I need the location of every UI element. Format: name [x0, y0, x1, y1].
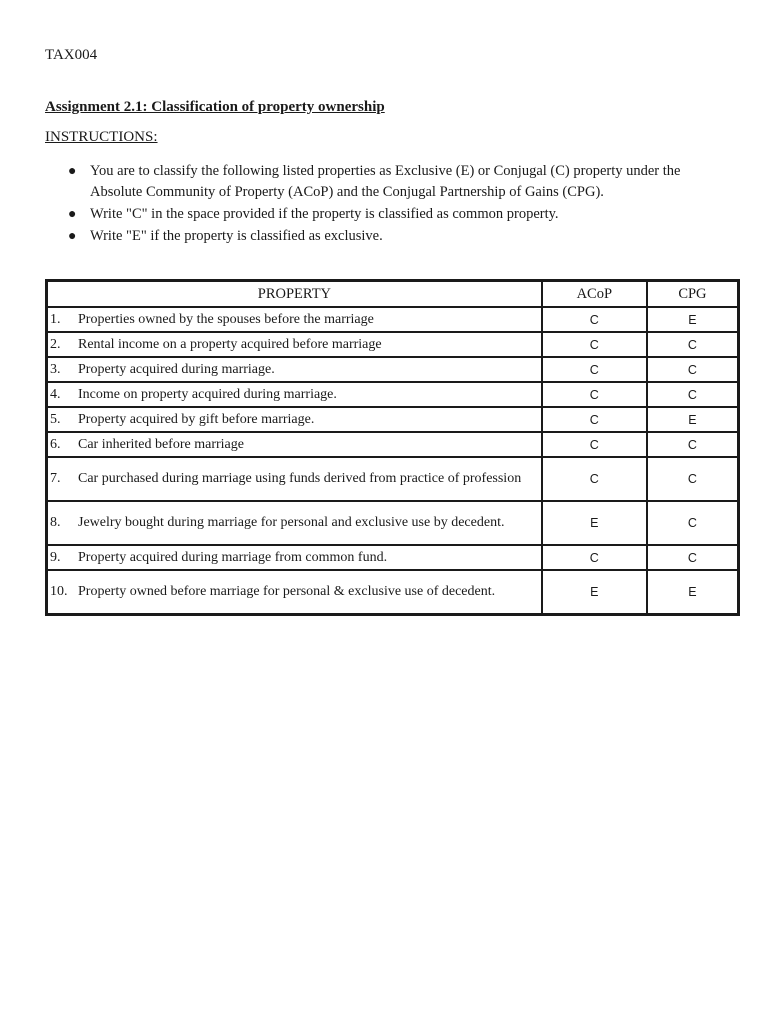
property-text: Rental income on a property acquired before marriage	[78, 336, 382, 352]
row-number: 1.	[50, 311, 61, 327]
instruction-item	[45, 204, 705, 225]
cpg-cell: E	[647, 570, 738, 614]
table-row	[47, 407, 738, 432]
property-text: Property acquired during marriage.	[78, 361, 275, 377]
instruction-text: You are to classify the following listed properties as Exclusive (E) or Conjugal (C) property under the Absolute Community of Property (ACoP) and the Conjugal Partnership of Gains (CPG).	[90, 163, 681, 200]
header-property: PROPERTY	[47, 281, 542, 307]
row-number: 5.	[50, 411, 61, 427]
acop-cell: C	[542, 432, 647, 457]
cpg-cell: C	[647, 457, 738, 501]
property-text: Properties owned by the spouses before the marriage	[78, 311, 374, 327]
table-row	[47, 501, 738, 545]
assignment-title: Assignment 2.1: Classification of property ownership	[45, 99, 385, 115]
acop-cell: C	[542, 457, 647, 501]
property-text: Car inherited before marriage	[78, 436, 244, 452]
property-classification-table	[45, 279, 740, 616]
header-cpg: CPG	[647, 281, 738, 307]
table-header-row	[47, 281, 738, 307]
row-number: 10.	[50, 584, 68, 599]
acop-cell: C	[542, 382, 647, 407]
property-cell	[47, 332, 542, 357]
property-text: Income on property acquired during marriage.	[78, 386, 337, 402]
property-cell	[47, 382, 542, 407]
table-row	[47, 332, 738, 357]
property-text: Property acquired by gift before marriage.	[78, 411, 315, 427]
row-number: 9.	[50, 549, 61, 565]
row-number: 6.	[50, 436, 61, 452]
table-row	[47, 382, 738, 407]
instructions-list	[45, 161, 705, 248]
acop-cell: C	[542, 407, 647, 432]
header-acop: ACoP	[542, 281, 647, 307]
cpg-cell: E	[647, 407, 738, 432]
bullet-icon: ●	[68, 207, 77, 222]
course-code: TAX004	[45, 47, 98, 63]
table-row	[47, 457, 738, 501]
instruction-item	[45, 161, 705, 203]
cpg-cell: C	[647, 382, 738, 407]
table-row	[47, 357, 738, 382]
property-text: Jewelry bought during marriage for personal and exclusive use by decedent.	[78, 515, 505, 530]
acop-cell: E	[542, 570, 647, 614]
instruction-text: Write "E" if the property is classified as exclusive.	[90, 228, 383, 244]
acop-cell: C	[542, 545, 647, 570]
property-cell	[47, 501, 542, 545]
property-cell	[47, 407, 542, 432]
bullet-icon: ●	[68, 164, 77, 179]
property-text: Property owned before marriage for personal & exclusive use of decedent.	[78, 584, 496, 599]
row-number: 4.	[50, 386, 61, 402]
cpg-cell: E	[647, 307, 738, 332]
table-row	[47, 570, 738, 614]
instruction-item	[45, 226, 705, 247]
cpg-cell: C	[647, 432, 738, 457]
instructions-heading: INSTRUCTIONS:	[45, 129, 158, 145]
property-cell	[47, 432, 542, 457]
acop-cell: C	[542, 357, 647, 382]
property-cell	[47, 307, 542, 332]
row-number: 7.	[50, 471, 61, 486]
acop-cell: E	[542, 501, 647, 545]
row-number: 3.	[50, 361, 61, 377]
row-number: 8.	[50, 515, 61, 530]
instruction-text: Write "C" in the space provided if the property is classified as common property.	[90, 206, 559, 222]
property-text: Car purchased during marriage using funds derived from practice of profession	[78, 471, 522, 486]
property-cell	[47, 570, 542, 614]
cpg-cell: C	[647, 545, 738, 570]
property-cell	[47, 457, 542, 501]
property-cell	[47, 545, 542, 570]
row-number: 2.	[50, 336, 61, 352]
cpg-cell: C	[647, 501, 738, 545]
table-row	[47, 432, 738, 457]
cpg-cell: C	[647, 332, 738, 357]
table-row	[47, 545, 738, 570]
acop-cell: C	[542, 332, 647, 357]
property-text: Property acquired during marriage from common fund.	[78, 549, 388, 565]
cpg-cell: C	[647, 357, 738, 382]
property-cell	[47, 357, 542, 382]
acop-cell: C	[542, 307, 647, 332]
bullet-icon: ●	[68, 229, 77, 244]
table-row	[47, 307, 738, 332]
